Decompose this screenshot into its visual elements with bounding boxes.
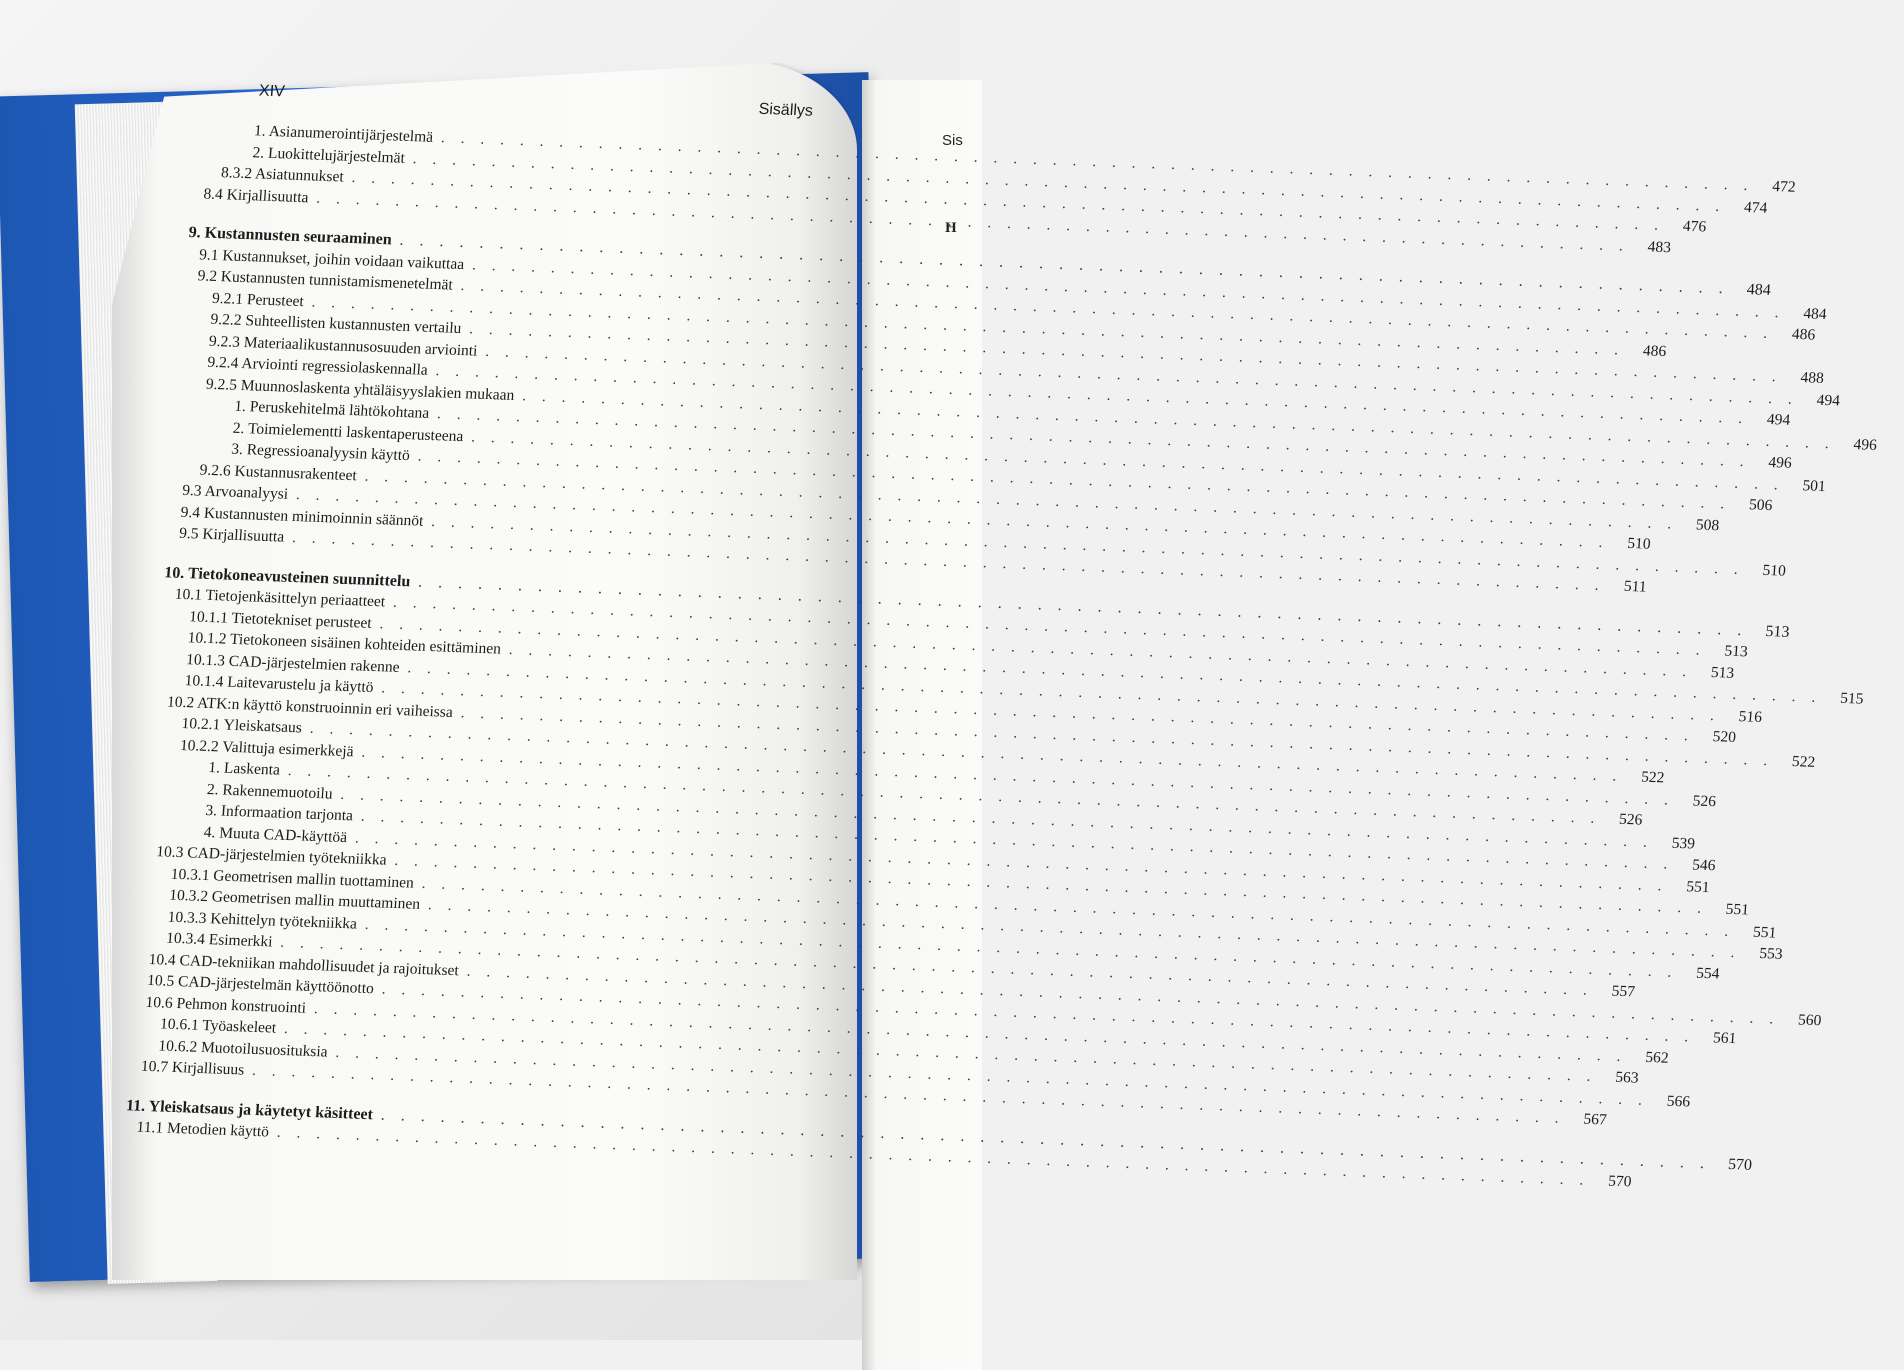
toc-entry-title: 10.7 Kirjallisuus bbox=[140, 1057, 245, 1079]
toc-entry-title: 10.6.2 Muotoilusuosituksia bbox=[157, 1036, 329, 1061]
toc-page-number: 516 bbox=[1738, 707, 1763, 726]
toc-entry-title: 9.5 Kirjallisuutta bbox=[178, 524, 285, 546]
toc-page-number: 486 bbox=[1642, 341, 1667, 360]
toc-entry-title: 10.3.4 Esimerkki bbox=[165, 929, 274, 951]
toc-entry-title: 10.2.1 Yleiskatsaus bbox=[180, 715, 303, 737]
toc-entry-title: 9.2 Kustannusten tunnistamismenetelmät bbox=[197, 267, 454, 294]
toc-entry-title: 10.1.2 Tietokoneen sisäinen kohteiden esittäminen bbox=[187, 629, 502, 658]
running-title: Sisällys bbox=[758, 100, 814, 120]
toc-page-number: 554 bbox=[1695, 964, 1721, 983]
toc-page-number: 513 bbox=[1723, 642, 1749, 661]
toc-page-number: 513 bbox=[1710, 663, 1735, 682]
toc-page-number: 484 bbox=[1746, 281, 1772, 299]
toc-page-number: 483 bbox=[1647, 237, 1672, 256]
toc-entry-title: 9.1 Kustannukset, joihin voidaan vaikuttaa bbox=[198, 245, 465, 273]
toc-page-number: 510 bbox=[1626, 534, 1652, 553]
toc-page-number: 539 bbox=[1671, 834, 1696, 853]
toc-entry-title: 2. Toimielementti laskentaperusteena bbox=[232, 419, 464, 445]
toc-page-number: 486 bbox=[1791, 325, 1816, 344]
toc-page-number: 522 bbox=[1640, 768, 1665, 787]
toc-page-number: 494 bbox=[1766, 410, 1791, 429]
toc-page-number: 566 bbox=[1666, 1092, 1691, 1111]
toc-entry-title: 9.2.2 Suhteellisten kustannusten vertailu bbox=[209, 310, 462, 337]
toc-page-number: 563 bbox=[1614, 1068, 1640, 1087]
toc-entry-title: 1. Laskenta bbox=[207, 759, 281, 779]
toc-entry-title: 9.3 Arvoanalyysi bbox=[181, 481, 289, 503]
toc-page-number: 562 bbox=[1644, 1048, 1670, 1067]
toc-entry-title: 2. Luokittelujärjestelmät bbox=[251, 143, 406, 167]
toc-page-number: 522 bbox=[1791, 752, 1816, 771]
toc-entry-title: 10. Tietokoneavusteinen suunnittelu bbox=[163, 563, 411, 590]
toc-page-number: 557 bbox=[1611, 982, 1636, 1001]
toc-page-number: 570 bbox=[1727, 1155, 1753, 1174]
toc-page-number: 551 bbox=[1725, 900, 1750, 919]
table-of-contents bbox=[120, 72, 1878, 1213]
toc-entry-title: 8.4 Kirjallisuutta bbox=[202, 184, 310, 206]
toc-page-number: 501 bbox=[1801, 476, 1827, 495]
toc-entry-title: 10.1.4 Laitevarustelu ja käyttö bbox=[184, 672, 375, 697]
toc-entry-title: 1. Asianumerointijärjestelmä bbox=[253, 122, 434, 146]
toc-entry-title: 10.6 Pehmon konstruointi bbox=[144, 993, 307, 1017]
toc-page-number: 511 bbox=[1623, 577, 1648, 596]
toc-entry-title: 10.2.2 Valittuja esimerkkejä bbox=[179, 736, 355, 760]
toc-page-number: 560 bbox=[1797, 1010, 1822, 1029]
toc-page-number: 510 bbox=[1762, 561, 1787, 580]
toc-entry-title: 10.5 CAD-järjestelmän käyttöönotto bbox=[146, 971, 375, 998]
toc-page-number: 515 bbox=[1839, 689, 1865, 708]
toc-entry-title: 9. Kustannusten seuraaminen bbox=[188, 223, 393, 249]
toc-page-number: 488 bbox=[1799, 369, 1825, 387]
toc-entry-title: 9.2.3 Materiaalikustannusosuuden arviointi bbox=[208, 332, 479, 360]
toc-page-number: 484 bbox=[1802, 304, 1828, 323]
toc-entry-title: 9.2.1 Perusteet bbox=[211, 289, 305, 310]
toc-page-number: 496 bbox=[1767, 454, 1793, 472]
toc-entry-title: 10.3 CAD-järjestelmien työtekniikka bbox=[155, 843, 388, 869]
toc-entry-title: 10.3.3 Kehittelyn työtekniikka bbox=[167, 908, 358, 933]
toc-page-number: 476 bbox=[1682, 217, 1707, 236]
toc-page-number: 506 bbox=[1748, 496, 1773, 515]
toc-page-number: 551 bbox=[1752, 923, 1777, 942]
toc-page-number: 513 bbox=[1764, 622, 1791, 641]
right-page-heading-fragment: H bbox=[945, 220, 957, 236]
toc-entry-title: 10.1 Tietojenkäsittelyn periaatteet bbox=[174, 585, 386, 611]
toc-entry-title: 8.3.2 Asiatunnukset bbox=[220, 164, 345, 186]
toc-entry-title: 10.1.3 CAD-järjestelmien rakenne bbox=[185, 650, 401, 676]
toc-list bbox=[124, 120, 1878, 1191]
toc-entry-title: 2. Rakennemuotoilu bbox=[206, 780, 334, 803]
toc-page-number: 561 bbox=[1712, 1029, 1737, 1048]
toc-entry-title: 11. Yleiskatsaus ja käytetyt käsitteet bbox=[125, 1096, 374, 1123]
toc-entry-title: 9.2.6 Kustannusrakenteet bbox=[199, 461, 358, 484]
toc-entry-title: 9.4 Kustannusten minimoinnin säännöt bbox=[180, 503, 425, 530]
toc-page-number: 474 bbox=[1743, 198, 1768, 217]
toc-page-number: 567 bbox=[1582, 1110, 1608, 1129]
toc-page-number: 496 bbox=[1853, 435, 1878, 454]
toc-page-number: 553 bbox=[1758, 945, 1784, 963]
toc-page-number: 520 bbox=[1712, 728, 1737, 746]
toc-entry-title: 1. Peruskehitelmä lähtökohtana bbox=[233, 397, 430, 422]
page-number: XIV bbox=[258, 82, 286, 101]
toc-page-number: 551 bbox=[1685, 877, 1711, 896]
right-page-running-head: Sis bbox=[942, 132, 963, 149]
toc-entry-title: 11.1 Metodien käyttö bbox=[136, 1118, 270, 1141]
toc-entry-title: 10.6.1 Työaskeleet bbox=[159, 1015, 277, 1037]
toc-page-number: 508 bbox=[1695, 515, 1720, 534]
toc-entry-title: 3. Regressioanalyysin käyttö bbox=[230, 440, 411, 465]
toc-page-number: 526 bbox=[1692, 791, 1717, 810]
toc-entry-title: 10.3.1 Geometrisen mallin tuottaminen bbox=[170, 865, 415, 892]
toc-page-number: 570 bbox=[1607, 1172, 1633, 1191]
toc-page-number: 494 bbox=[1816, 391, 1841, 410]
toc-entry-title: 3. Informaation tarjonta bbox=[204, 801, 354, 825]
toc-page-number: 472 bbox=[1771, 177, 1797, 196]
toc-entry-title: 9.2.4 Arviointi regressiolaskennalla bbox=[206, 353, 429, 379]
toc-entry-title: 10.2 ATK:n käyttö konstruoinnin eri vaiheissa bbox=[166, 693, 454, 721]
toc-entry-title: 10.1.1 Tietotekniset perusteet bbox=[188, 607, 373, 632]
toc-entry-title: 9.2.5 Muunnoslaskenta yhtäläisyyslakien mukaan bbox=[205, 375, 516, 404]
toc-entry-title: 4. Muuta CAD-käyttöä bbox=[203, 823, 348, 846]
toc-entry-title: 10.4 CAD-tekniikan mahdollisuudet ja rajoitukset bbox=[148, 950, 460, 979]
toc-page-number: 526 bbox=[1618, 810, 1643, 829]
toc-page-number: 546 bbox=[1691, 856, 1717, 875]
toc-entry-title: 10.3.2 Geometrisen mallin muuttaminen bbox=[168, 886, 421, 913]
